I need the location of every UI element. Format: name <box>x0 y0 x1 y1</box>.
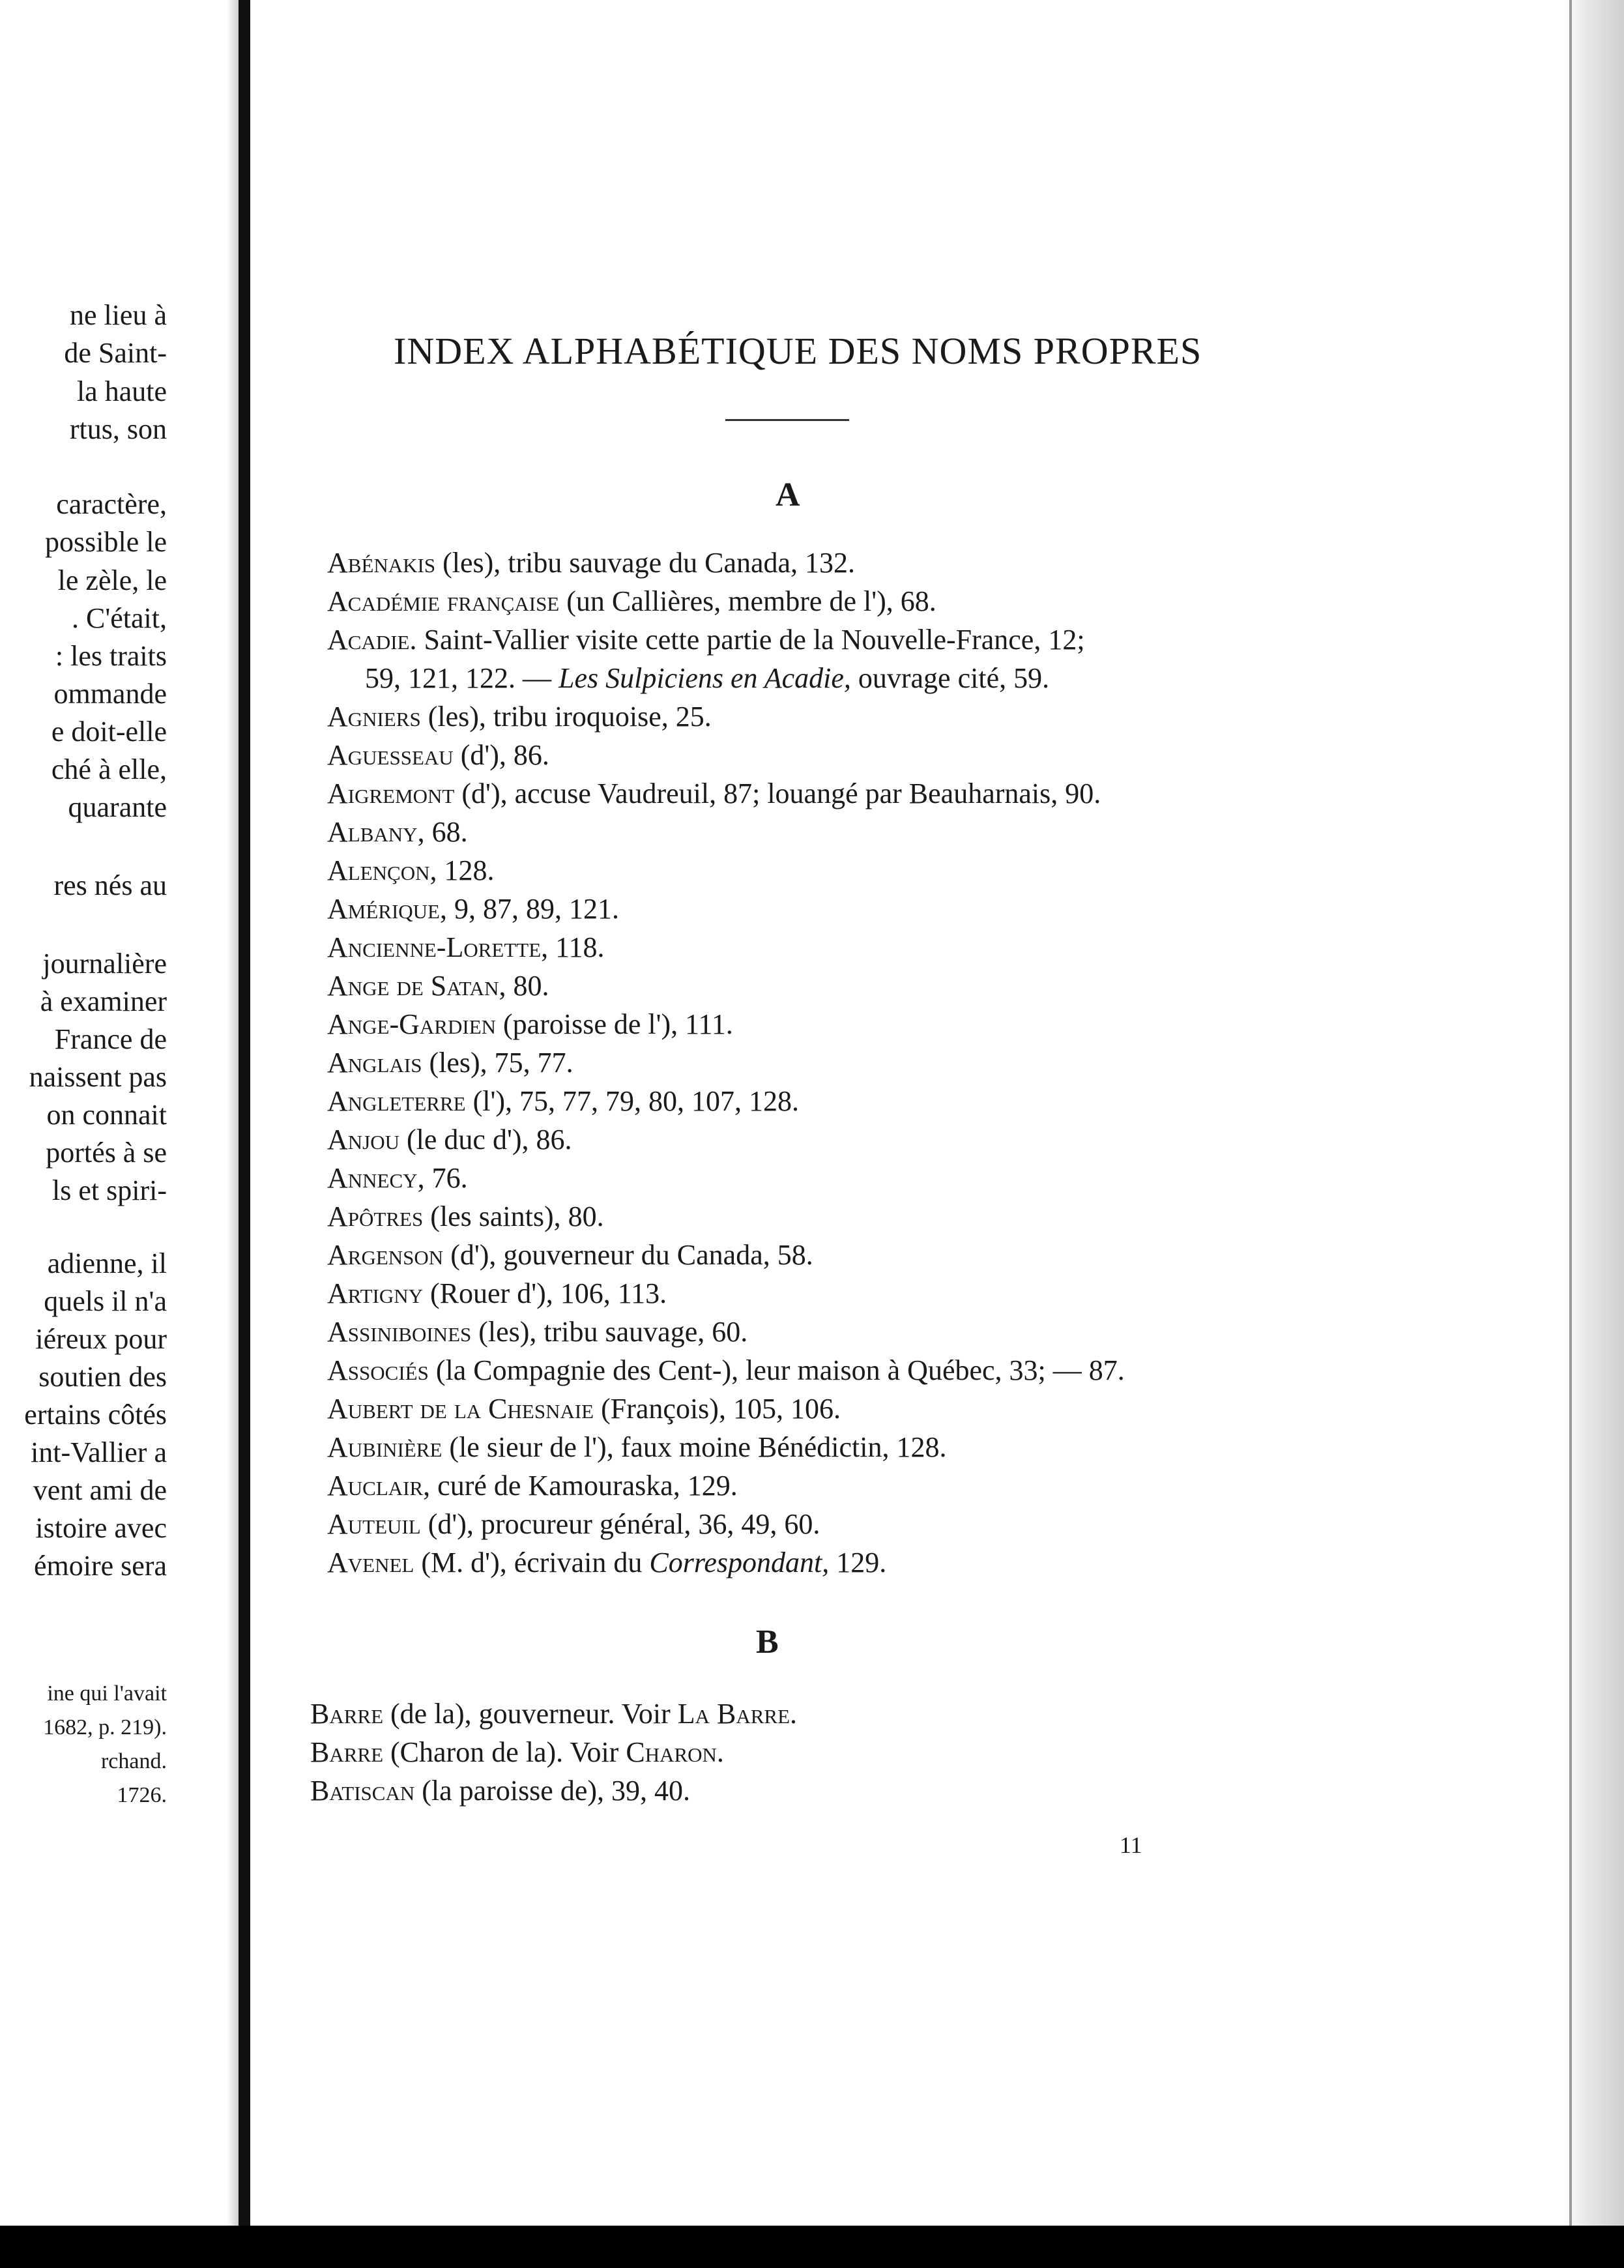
left-page-line: on connait <box>46 1099 167 1131</box>
entry-name: Angleterre <box>327 1085 466 1117</box>
entry-text: (la paroisse de), 39, 40. <box>414 1775 691 1807</box>
left-page-line: quarante <box>68 791 167 823</box>
scan-border <box>0 2226 1624 2268</box>
index-entries-a <box>327 544 1226 1582</box>
entry-text: (les), tribu iroquoise, 25. <box>420 701 712 733</box>
index-entry <box>327 928 1226 967</box>
left-page-footnote: ine qui l'avait <box>47 1681 167 1706</box>
left-page-line: int-Vallier a <box>31 1436 167 1468</box>
entry-text: . <box>716 1736 724 1768</box>
entry-text: (d'), gouverneur du Canada, 58. <box>443 1239 813 1271</box>
section-letter-a: A <box>776 476 800 514</box>
entry-text: . <box>790 1698 798 1730</box>
entry-name: Auteuil <box>327 1508 421 1540</box>
entry-text: , 76. <box>417 1162 468 1194</box>
index-entry <box>327 1543 1226 1582</box>
entry-text: (François), 105, 106. <box>594 1393 841 1425</box>
entry-name: Alençon <box>327 854 430 886</box>
entry-text: (Charon de la). Voir <box>383 1736 626 1768</box>
index-entry <box>327 1274 1226 1313</box>
entry-text: (paroisse de l'), 111. <box>496 1008 733 1040</box>
entry-name: Albany <box>327 816 418 848</box>
entry-italic-title: Les Sulpiciens en Acadie, <box>558 662 851 694</box>
entry-text: (un Callières, membre de l'), 68. <box>559 585 936 617</box>
entry-name: Ange de Satan <box>327 970 499 1002</box>
left-page-line: rtus, son <box>69 413 167 445</box>
entry-name: Ange-Gardien <box>327 1008 497 1040</box>
index-entry <box>310 1694 1210 1733</box>
index-entry <box>310 1733 1210 1771</box>
entry-text: , 80. <box>499 970 549 1002</box>
entry-text: , 68. <box>417 816 468 848</box>
entry-text: 59, 121, 122. — <box>365 662 558 694</box>
index-entry <box>327 1236 1226 1274</box>
left-page-line: émoire sera <box>34 1550 167 1582</box>
entry-text: , 118. <box>541 931 605 963</box>
left-page-line: caractère, <box>56 488 167 520</box>
index-entry <box>327 1389 1226 1428</box>
entry-name: Aubert de la Chesnaie <box>327 1393 594 1425</box>
spine-shadow <box>227 0 239 2229</box>
index-entry <box>327 813 1226 851</box>
left-page-line: ne lieu à <box>69 299 167 331</box>
left-page-line: ls et spiri- <box>52 1174 167 1206</box>
left-page-line: res nés au <box>53 869 167 901</box>
page-number: 11 <box>1120 1832 1142 1858</box>
entry-cross-reference: La Barre <box>677 1698 790 1730</box>
left-page-line: la haute <box>76 375 167 407</box>
entry-text: (les), tribu sauvage, 60. <box>471 1316 748 1348</box>
entry-text: (les saints), 80. <box>423 1200 604 1232</box>
entry-name: Assiniboines <box>327 1316 472 1348</box>
entry-name: Ancienne-Lorette <box>327 931 542 963</box>
entry-text: (la Compagnie des Cent-), leur maison à Québec, 33; — 87. <box>428 1354 1125 1386</box>
left-facing-page <box>0 0 227 2226</box>
entry-text: , 128. <box>429 854 495 886</box>
section-letter-b: B <box>756 1623 779 1661</box>
left-page-line: ertains côtés <box>24 1399 167 1431</box>
index-entry <box>327 851 1226 890</box>
entry-text: (les), tribu sauvage du Canada, 132. <box>435 547 856 579</box>
entry-text: (le duc d'), 86. <box>399 1124 572 1156</box>
left-page-line: à examiner <box>40 985 167 1017</box>
entry-name: Annecy <box>327 1162 418 1194</box>
entry-name: Anglais <box>327 1047 422 1079</box>
entry-name: Académie française <box>327 585 560 617</box>
index-entry <box>327 1043 1226 1082</box>
entry-text: (M. d'), écrivain du <box>414 1547 650 1578</box>
index-entry <box>327 1428 1226 1466</box>
left-page-line: vent ami de <box>33 1474 167 1506</box>
entry-name: Associés <box>327 1354 429 1386</box>
book-spine <box>239 0 250 2229</box>
left-page-line: adienne, il <box>47 1247 167 1279</box>
left-page-line: soutien des <box>38 1361 167 1393</box>
entry-name: Barre <box>310 1698 384 1730</box>
left-page-line: journalière <box>42 948 167 980</box>
index-entry <box>327 736 1226 774</box>
entry-text: (Rouer d'), 106, 113. <box>423 1277 667 1309</box>
index-entry <box>327 582 1226 620</box>
entry-name: Aguesseau <box>327 739 454 771</box>
entry-name: Agniers <box>327 701 421 733</box>
index-entry <box>327 544 1226 582</box>
left-page-line: e doit-elle <box>51 716 167 748</box>
entry-name: Batiscan <box>310 1775 415 1807</box>
entry-text: 129. <box>829 1547 887 1578</box>
entry-name: Barre <box>310 1736 384 1768</box>
entry-text: ouvrage cité, 59. <box>850 662 1050 694</box>
entry-text: (d'), 86. <box>453 739 549 771</box>
index-entry <box>327 1120 1226 1159</box>
index-entry <box>327 1197 1226 1236</box>
left-page-line: ché à elle, <box>51 753 167 785</box>
page-title: INDEX ALPHABÉTIQUE DES NOMS PROPRES <box>394 330 1202 372</box>
index-entry <box>327 1466 1226 1505</box>
index-entry <box>327 1505 1226 1543</box>
entry-text: , 9, 87, 89, 121. <box>440 893 619 925</box>
entry-text: (d'), accuse Vaudreuil, 87; louangé par Beauharnais, 90. <box>454 778 1101 809</box>
entry-name: Artigny <box>327 1277 424 1309</box>
entry-cross-reference: Charon <box>626 1736 717 1768</box>
entry-name: Abénakis <box>327 547 436 579</box>
index-entry <box>327 1005 1226 1043</box>
index-entry <box>327 890 1226 928</box>
entry-name: Argenson <box>327 1239 444 1271</box>
index-entry <box>327 967 1226 1005</box>
left-page-line: portés à se <box>46 1137 167 1169</box>
entry-text: (de la), gouverneur. Voir <box>383 1698 678 1730</box>
left-page-line: de Saint- <box>64 337 167 369</box>
left-page-line: iéreux pour <box>35 1323 167 1355</box>
entry-text: (le sieur de l'), faux moine Bénédictin, 128. <box>442 1431 947 1463</box>
entry-text: (l'), 75, 77, 79, 80, 107, 128. <box>465 1085 800 1117</box>
index-entry <box>327 1159 1226 1197</box>
entry-text: (les), 75, 77. <box>422 1047 573 1079</box>
entry-name: Acadie. <box>327 624 417 656</box>
index-entry <box>310 1771 1210 1810</box>
left-page-line: France de <box>54 1023 167 1055</box>
title-rule <box>725 419 849 421</box>
entry-text: (d'), procureur général, 36, 49, 60. <box>420 1508 820 1540</box>
entry-italic-title: Correspondant, <box>649 1547 830 1578</box>
left-page-footnote: 1682, p. 219). <box>43 1715 167 1739</box>
index-entries-b <box>310 1694 1210 1810</box>
entry-name: Avenel <box>327 1547 414 1578</box>
index-entry <box>327 620 1226 659</box>
index-entry <box>327 774 1226 813</box>
entry-text: , curé de Kamouraska, 129. <box>423 1470 738 1502</box>
page-edge-shadow <box>1564 0 1624 2226</box>
left-page-line: le zèle, le <box>57 564 167 596</box>
left-page-line: istoire avec <box>35 1512 167 1544</box>
index-entry <box>327 1313 1226 1351</box>
index-entry <box>327 659 1226 697</box>
index-entry <box>327 697 1226 736</box>
page-edge-line <box>1569 0 1572 2226</box>
left-page-line: ommande <box>53 678 167 710</box>
entry-name: Aigremont <box>327 778 455 809</box>
left-page-footnote: rchand. <box>100 1749 167 1773</box>
entry-name: Anjou <box>327 1124 400 1156</box>
left-page-line: possible le <box>45 526 167 558</box>
entry-text: Saint-Vallier visite cette partie de la Nouvelle-France, 12; <box>416 624 1085 656</box>
entry-name: Amérique <box>327 893 440 925</box>
left-page-footnote: 1726. <box>117 1783 167 1807</box>
index-entry <box>327 1082 1226 1120</box>
entry-name: Auclair <box>327 1470 424 1502</box>
entry-name: Apôtres <box>327 1200 424 1232</box>
left-page-line: naissent pas <box>29 1061 167 1093</box>
left-page-line: quels il n'a <box>44 1285 167 1317</box>
index-entry <box>327 1351 1226 1389</box>
left-page-line: : les traits <box>55 640 167 672</box>
left-page-line: . C'était, <box>71 602 167 634</box>
entry-name: Aubinière <box>327 1431 442 1463</box>
